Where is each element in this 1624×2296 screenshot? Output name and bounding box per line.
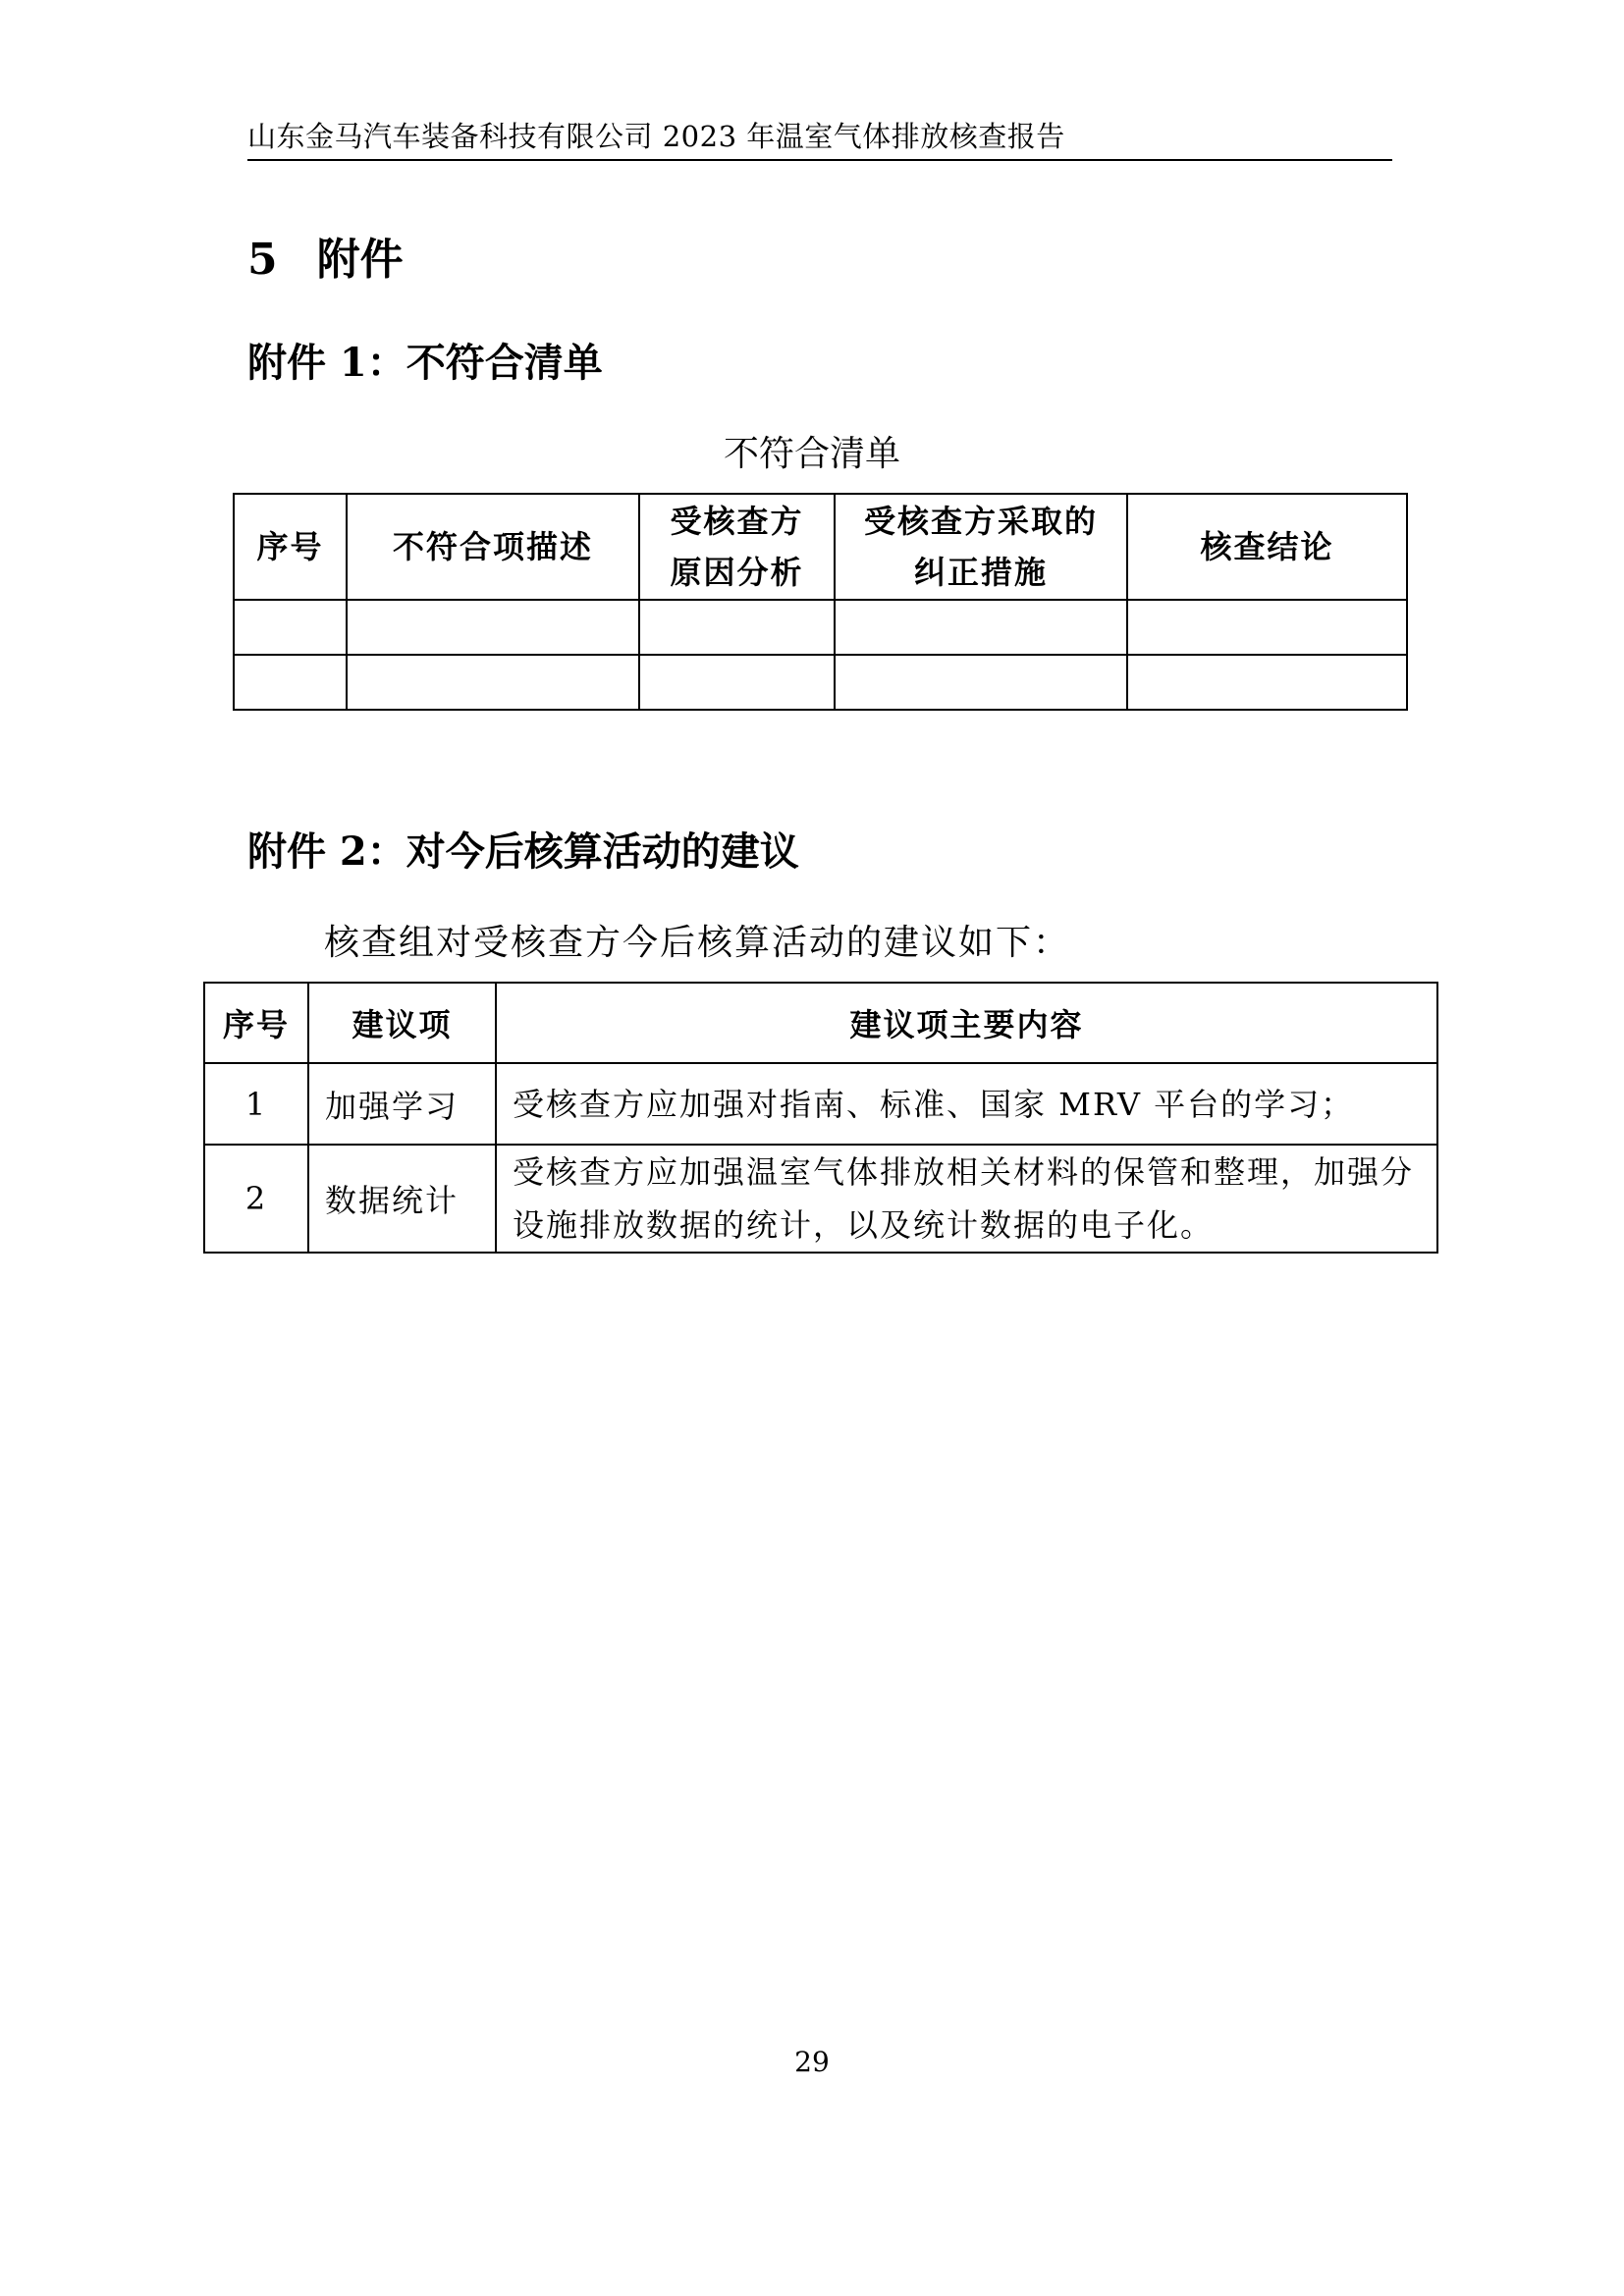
row-item: 加强学习 [308, 1063, 496, 1145]
row-item: 数据统计 [308, 1145, 496, 1253]
header-corrective-action: 受核查方采取的 纠正措施 [835, 494, 1127, 600]
table-cell [835, 655, 1127, 710]
nonconformity-table [233, 493, 1408, 711]
table-row [204, 1063, 1437, 1145]
nonconformity-table-caption: 不符合清单 [723, 434, 900, 474]
header-seq: 序号 [234, 494, 347, 600]
row-seq: 2 [204, 1145, 308, 1253]
header-title: 山东金马汽车装备科技有限公司 2023 年温室气体排放核查报告 [247, 120, 1065, 153]
section-heading [247, 224, 404, 287]
header-nonconformity-desc: 不符合项描述 [347, 494, 639, 600]
table-cell [639, 600, 835, 655]
header-recommendation-item: 建议项 [308, 983, 496, 1063]
header-cause-analysis: 受核查方 原因分析 [639, 494, 835, 600]
header-conclusion: 核查结论 [1127, 494, 1407, 600]
recommendation-table [203, 982, 1438, 1254]
page-number: 29 [794, 2046, 830, 2078]
table-row [234, 655, 1407, 710]
attachment1-title: 附件 1：不符合清单 [247, 340, 603, 386]
table-cell [639, 655, 835, 710]
attachment2-title: 附件 2：对今后核算活动的建议 [247, 828, 799, 875]
row-seq: 1 [204, 1063, 308, 1145]
table-header-row [204, 983, 1437, 1063]
table-cell [1127, 655, 1407, 710]
table-cell [347, 655, 639, 710]
table-cell [234, 600, 347, 655]
row-content: 受核查方应加强温室气体排放相关材料的保管和整理，加强分设施排放数据的统计，以及统计数据的电子化。 [496, 1145, 1437, 1253]
table-cell [347, 600, 639, 655]
section-title: 附件 [316, 235, 404, 285]
table-cell [835, 600, 1127, 655]
header-seq: 序号 [204, 983, 308, 1063]
table-row [204, 1145, 1437, 1253]
page-header [247, 116, 1392, 161]
table-cell [1127, 600, 1407, 655]
table-row [234, 600, 1407, 655]
recommendation-intro: 核查组对受核查方今后核算活动的建议如下： [324, 923, 1071, 963]
section-number: 5 [247, 235, 278, 285]
table-header-row [234, 494, 1407, 600]
row-content: 受核查方应加强对指南、标准、国家 MRV 平台的学习； [496, 1063, 1437, 1145]
table-cell [234, 655, 347, 710]
header-recommendation-content: 建议项主要内容 [496, 983, 1437, 1063]
